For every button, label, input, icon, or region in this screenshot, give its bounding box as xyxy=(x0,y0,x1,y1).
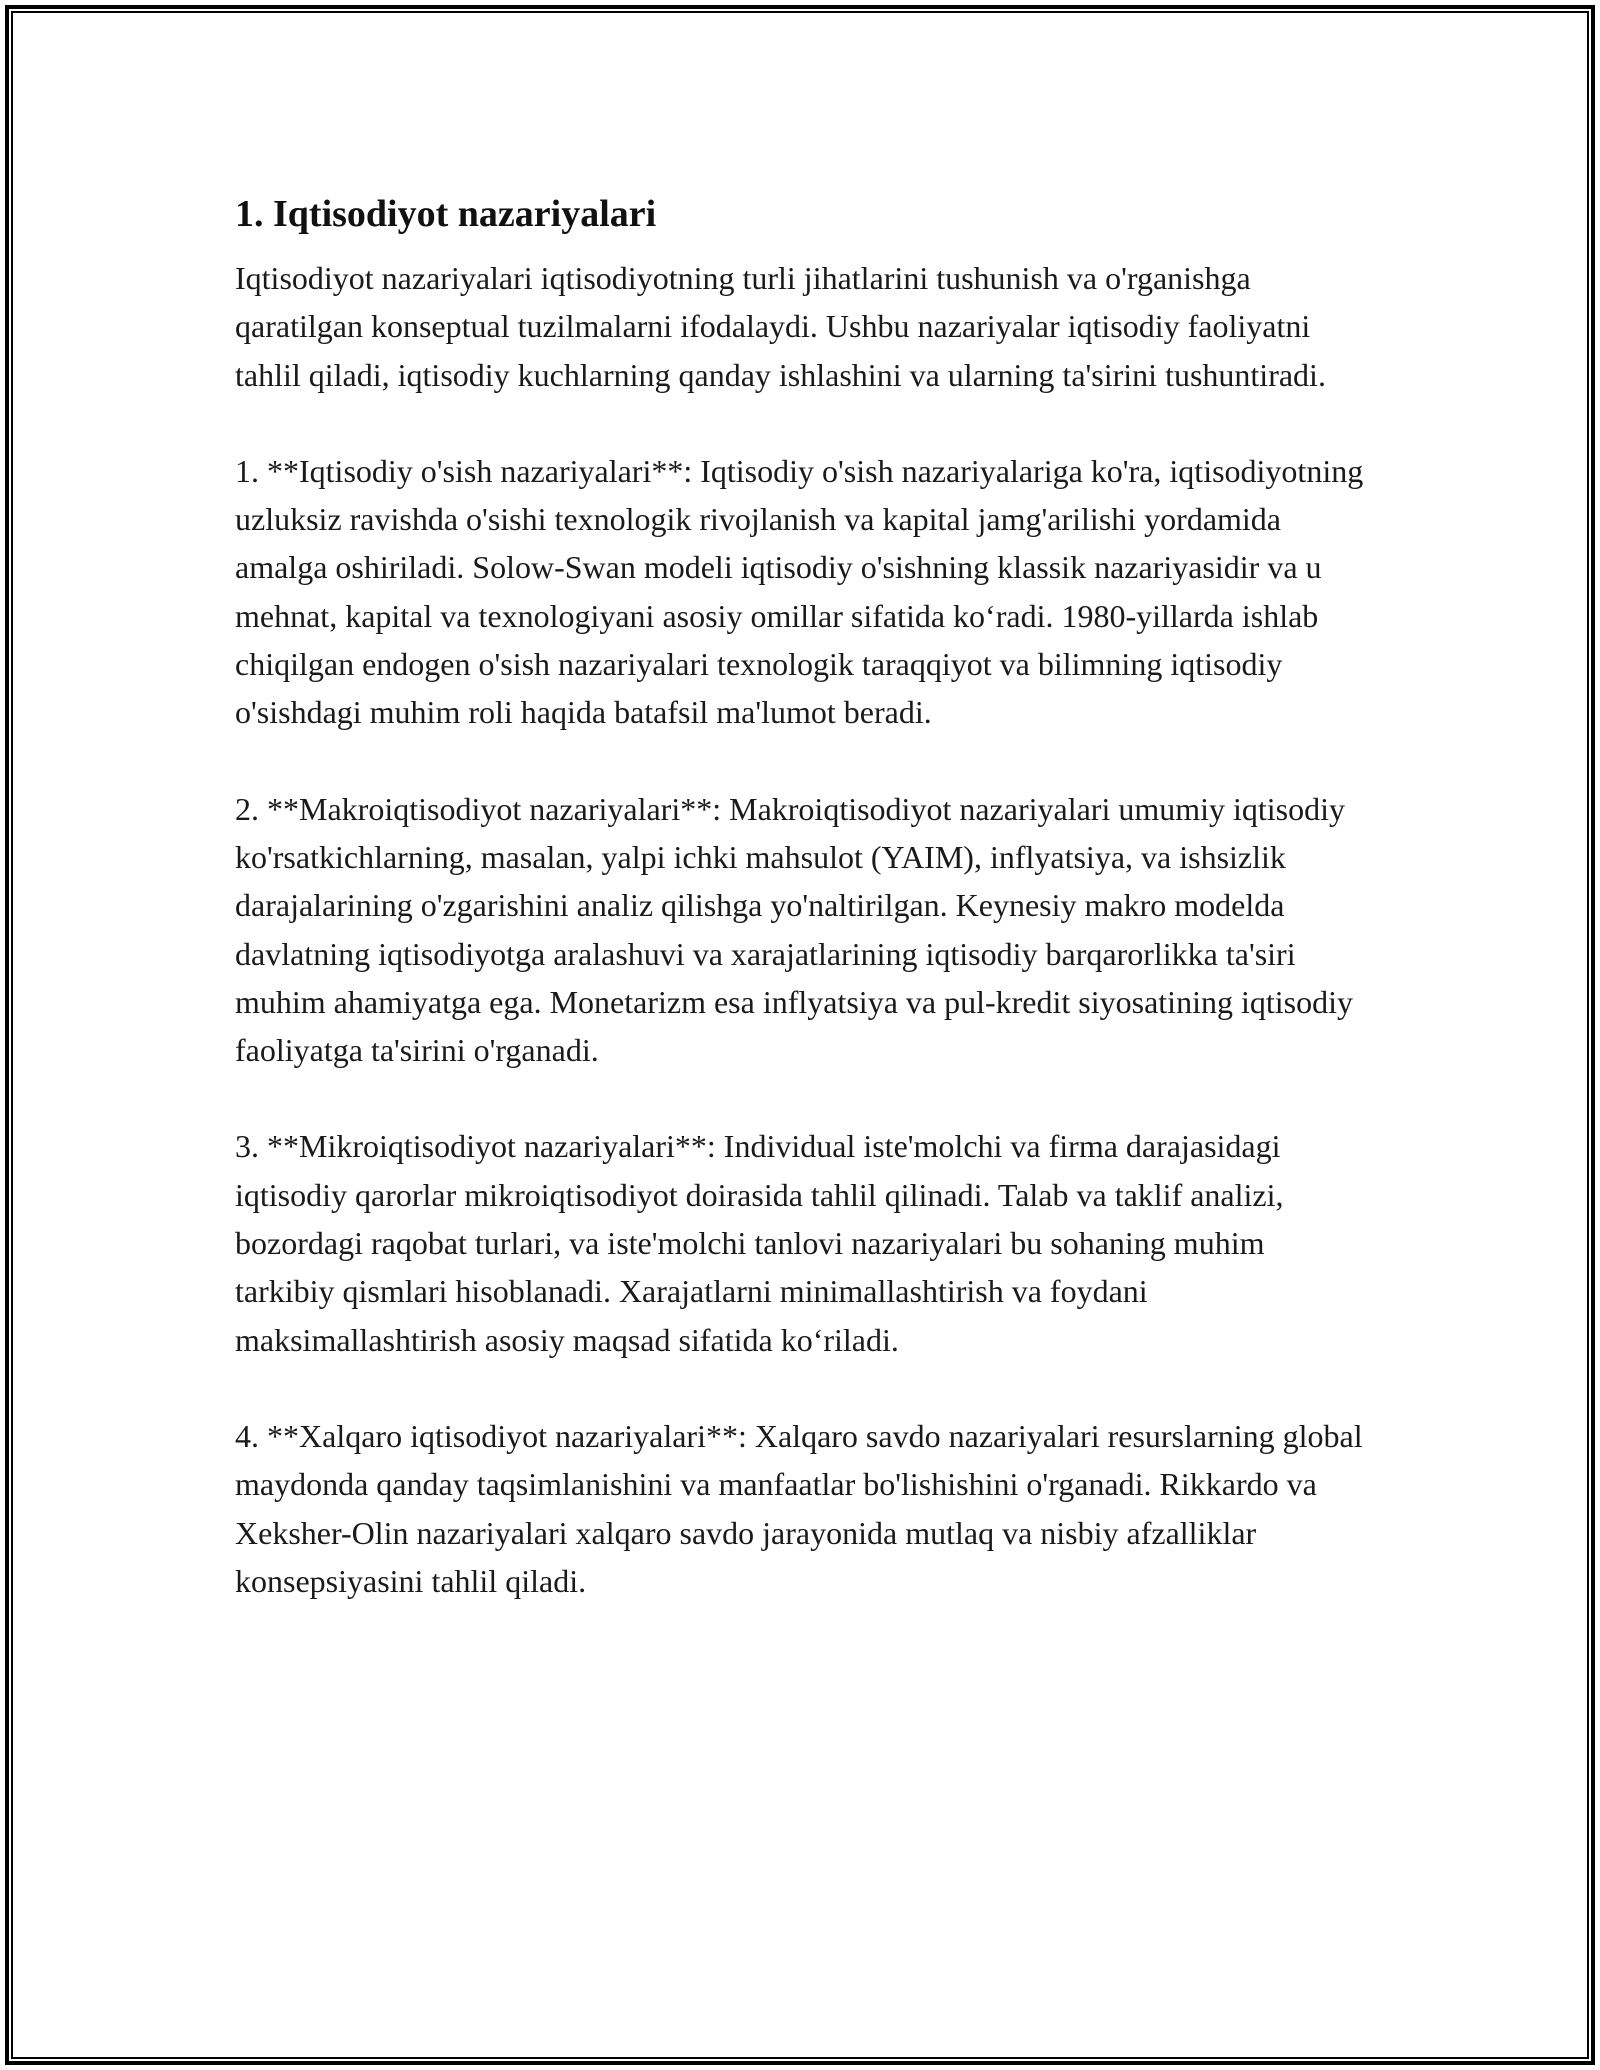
section-heading: 1. Iqtisodiyot nazariyalari xyxy=(235,193,657,235)
paragraph-macroeconomics: 2. **Makroiqtisodiyot nazariyalari**: Makroiqtisodiyot nazariyalari umumiy iqtisodiy ko'rsatkichlarning, masalan, yalpi ichki mahsulot (YAIM), inflyatsiya, va ishsizlik darajalarining o'zgarishini analiz qilishga yo'naltirilgan. Keynesiy makro modelda davlatning iqtisodiyotga aralashuvi va xarajatlarining iqtisodiy barqarorlikka ta'siri muhim ahamiyatga ega. Monetarizm esa inflyatsiya va pul-kredit siyosatining iqtisodiy faoliyatga ta'sirini o'rganadi. xyxy=(235,790,1353,1069)
paragraph-international-economics: 4. **Xalqaro iqtisodiyot nazariyalari**: Xalqaro savdo nazariyalari resurslarning global maydonda qanday taqsimlanishini va manfaatlar bo'lishishini o'rganadi. Rikkardo va Xeksher-Olin nazariyalari xalqaro savdo jarayonida mutlaq va nisbiy afzalliklar konsepsiyasini tahlil qiladi. xyxy=(235,1417,1363,1599)
paragraph-economic-growth: 1. **Iqtisodiy o'sish nazariyalari**: Iqtisodiy o'sish nazariyalariga ko'ra, iqtisodiyotning uzluksiz ravishda o'sishi texnologik rivojlanish va kapital jamg'arilishi yordamida amalga oshiriladi. Solow-Swan modeli iqtisodiy o'sishning klassik nazariyasidir va u mehnat, kapital va texnologiyani asosiy omillar sifatida ko‘radi. 1980-yillarda ishlab chiqilgan endogen o'sish nazariyalari texnologik taraqqiyot va bilimning iqtisodiy o'sishdagi muhim roli haqida batafsil ma'lumot beradi. xyxy=(235,452,1364,731)
intro-paragraph: Iqtisodiyot nazariyalari iqtisodiyotning turli jihatlarini tushunish va o'rganishga qaratilgan konseptual tuzilmalarni ifodalaydi. Ushbu nazariyalar iqtisodiy faoliyatni tahlil qiladi, iqtisodiy kuchlarning qanday ishlashini va ularning ta'sirini tushuntiradi. xyxy=(235,260,1326,393)
document-body xyxy=(235,186,1370,1605)
paragraph-microeconomics: 3. **Mikroiqtisodiyot nazariyalari**: Individual iste'molchi va firma darajasidagi iqtisodiy qarorlar mikroiqtisodiyot doirasida tahlil qilinadi. Talab va taklif analizi, bozordagi raqobat turlari, va iste'molchi tanlovi nazariyalari bu sohaning muhim tarkibiy qismlari hisoblanadi. Xarajatlarni minimallashtirish va foydani maksimallashtirish asosiy maqsad sifatida ko‘riladi. xyxy=(235,1128,1284,1358)
